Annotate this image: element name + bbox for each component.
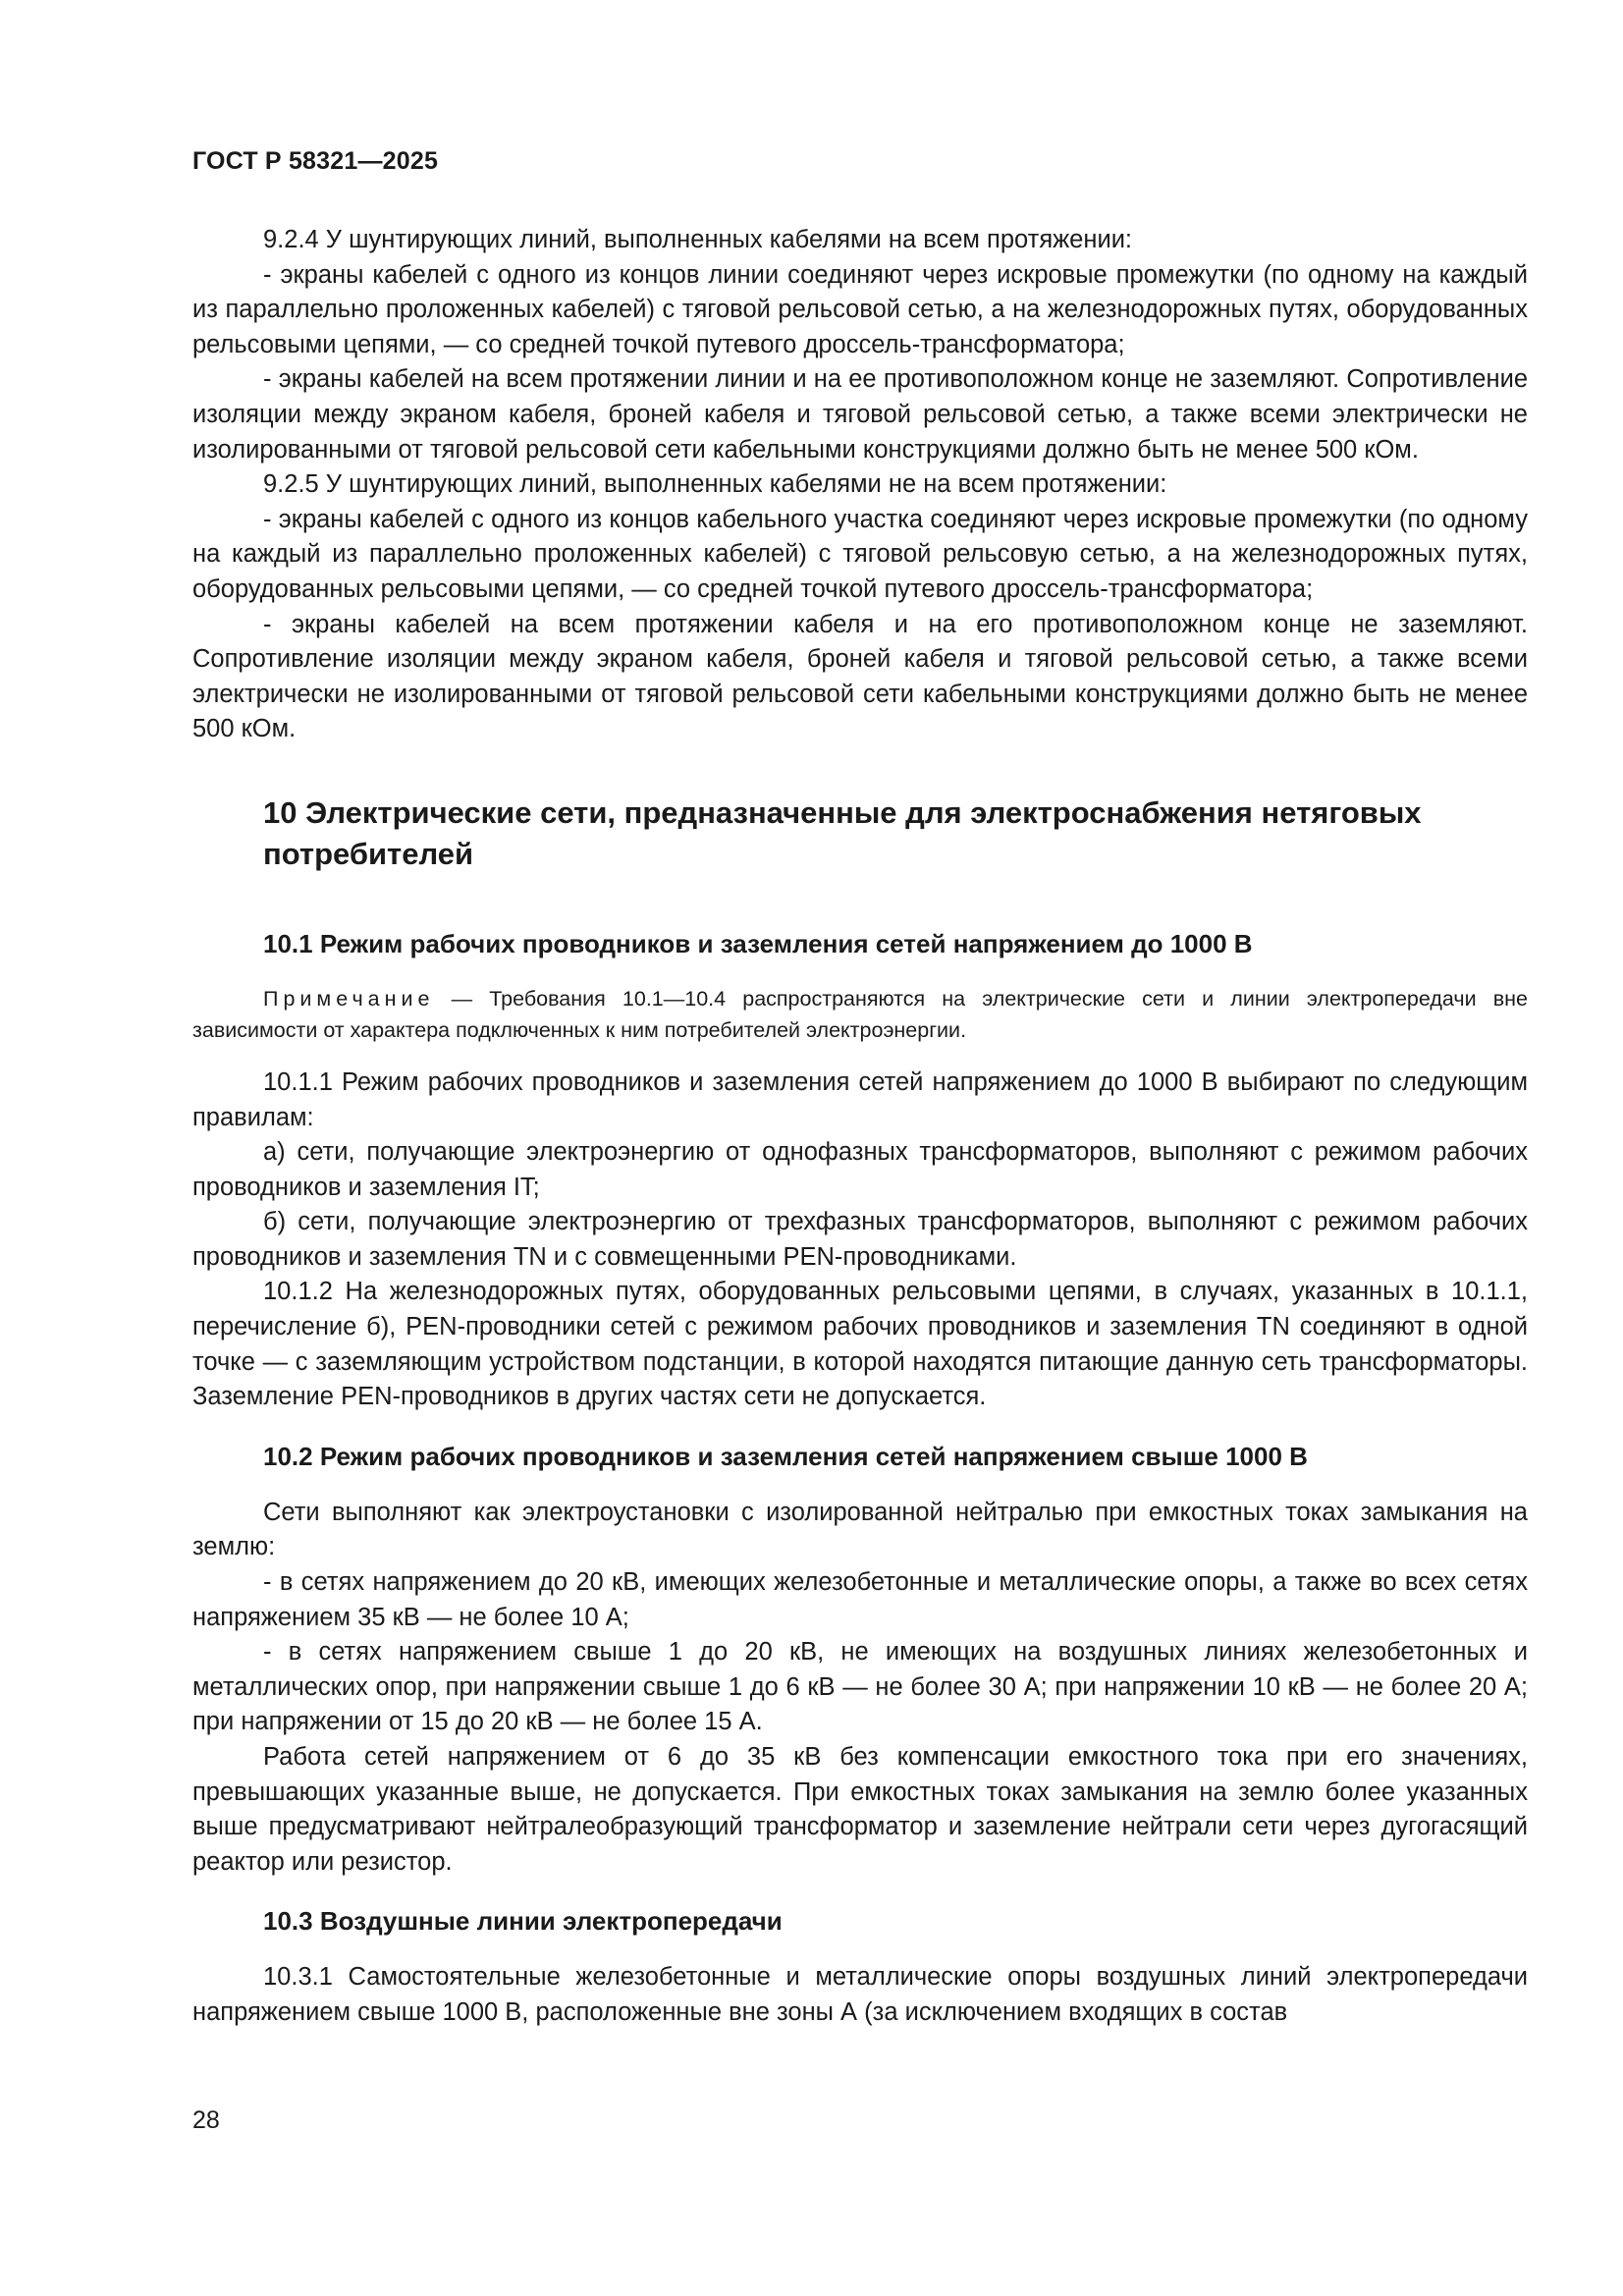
list-item: - экраны кабелей на всем протяжении линии и на ее противоположном конце не заземляют. Сопротивление изоляции между экраном кабеля, броней кабеля и тяговой рельсовой сетью, а также всеми электрически не изолированными от тяговой рельсовой сети кабельными конструкциями должно быть не менее 500 кОм. xyxy=(192,365,1528,464)
document-id: ГОСТ Р 58321—2025 xyxy=(192,147,439,175)
list-item: - экраны кабелей на всем протяжении кабеля и на его противоположном конце не заземляют. Сопротивление изоляции между экраном кабеля, броней кабеля и тяговой рельсовой сетью, а также всеми электрически не изолированными от тяговой рельсовой сети кабельными конструкциями должно быть не менее 500 кОм. xyxy=(192,610,1528,743)
list-item: - в сетях напряжением свыше 1 до 20 кВ, не имеющих на воздушных линиях железобетонных и металлических опор, при напряжении свыше 1 до 6 кВ — не более 30 А; при напряжении 10 кВ — не более 20 А; при напряжении от 15 до 20 кВ — не более 15 А. xyxy=(192,1638,1528,1736)
subsection-heading-10-3: 10.3 Воздушные линии электропередачи xyxy=(263,1906,783,1937)
list-item: - экраны кабелей с одного из концов линии соединяют через искровые промежутки (по одному на каждый из параллельно проложенных кабелей) с тяговой рельсовой сетью, а на железнодорожных путях, оборудованных рельсовыми цепями, — со средней точкой путевого дроссель-трансформатора; xyxy=(192,260,1528,358)
section-heading-10: 10 Электрические сети, предназначенные для электроснабжения нетяговых потребителей xyxy=(263,794,1422,871)
paragraph: 10.3.1 Самостоятельные железобетонные и металлические опоры воздушных линий электропередачи напряжением свыше 1000 В, расположенные вне зоны А (за исключением входящих в состав xyxy=(192,1963,1528,2026)
paragraph: Сети выполняют как электроустановки с изолированной нейтралью при емкостных токах замыкания на землю: xyxy=(192,1498,1528,1561)
note xyxy=(192,983,1528,1046)
paragraph: 9.2.5 У шунтирующих линий, выполненных кабелями не на всем протяжении: xyxy=(263,470,1167,499)
paragraph: 10.1.1 Режим рабочих проводников и заземления сетей напряжением до 1000 В выбирают по следующим правилам: xyxy=(192,1067,1528,1131)
note-text: — Требования 10.1—10.4 распространяются на электрические сети и линии электропередачи вне зависимости от характера подключенных к ним потребителей электроэнергии. xyxy=(192,986,1528,1042)
subsection-heading-10-1: 10.1 Режим рабочих проводников и заземления сетей напряжением до 1000 В xyxy=(263,928,1253,958)
subsection-heading-10-2: 10.2 Режим рабочих проводников и заземления сетей напряжением свыше 1000 В xyxy=(263,1441,1308,1471)
page-number: 28 xyxy=(192,2106,220,2134)
document-page xyxy=(192,147,1528,2031)
list-item: - в сетях напряжением до 20 кВ, имеющих железобетонные и металлические опоры, а также во всех сетях напряжением 35 кВ — не более 10 А; xyxy=(192,1568,1528,1631)
note-label: Примечание xyxy=(263,986,435,1011)
list-item: - экраны кабелей с одного из концов кабельного участка соединяют через искровые промежутки (по одному на каждый из параллельно проложенных кабелей) с тяговой рельсовую сетью, а на железнодорожных путях, оборудованных рельсовыми цепями, — со средней точкой путевого дроссель-трансформатора; xyxy=(192,505,1528,603)
list-item: б) сети, получающие электроэнергию от трехфазных трансформаторов, выполняют с режимом рабочих проводников и заземления TN и с совмещенными PEN-проводниками. xyxy=(192,1208,1528,1271)
paragraph: Работа сетей напряжением от 6 до 35 кВ без компенсации емкостного тока при его значениях, превышающих указанные выше, не допускается. При емкостных токах замыкания на землю более указанных выше предусматривают нейтралеобразующий трансформатор и заземление нейтрали сети через дугогасящий реактор или резистор. xyxy=(192,1743,1528,1876)
paragraph: 10.1.2 На железнодорожных путях, оборудованных рельсовыми цепями, в случаях, указанных в 10.1.1, перечисление б), PEN-проводники сетей с режимом рабочих проводников и заземления TN соединяют в одной точке — с заземляющим устройством подстанции, в которой находятся питающие данную сеть трансформаторы. Заземление PEN-проводников в других частях сети не допускается. xyxy=(192,1278,1528,1411)
list-item: а) сети, получающие электроэнергию от однофазных трансформаторов, выполняют с режимом рабочих проводников и заземления IT; xyxy=(192,1138,1528,1201)
paragraph: 9.2.4 У шунтирующих линий, выполненных кабелями на всем протяжении: xyxy=(263,226,1133,253)
